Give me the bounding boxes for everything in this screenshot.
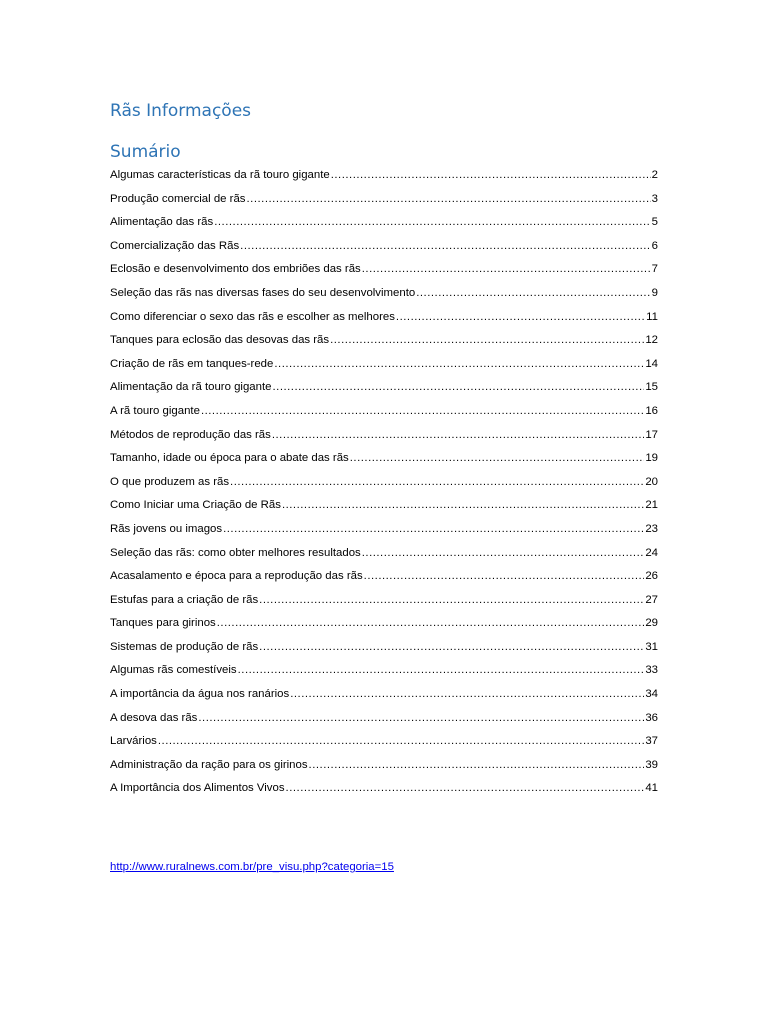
toc-entry-title[interactable]: A desova das rãs — [110, 711, 198, 724]
toc-entry-title[interactable]: Como diferenciar o sexo das rãs e escolher as melhores — [110, 310, 395, 323]
toc-entry-title[interactable]: Tamanho, idade ou época para o abate das rãs — [110, 452, 349, 465]
toc-entry-page-number[interactable]: 6 — [651, 239, 658, 252]
toc-entry[interactable] — [110, 683, 658, 707]
toc-entry-title[interactable]: Administração da ração para os girinos — [110, 758, 308, 771]
toc-entry-title[interactable]: A importância da água nos ranários — [110, 688, 290, 701]
toc-entry-page-number[interactable]: 33 — [645, 664, 658, 677]
toc-entry-title[interactable]: Produção comercial de rãs — [110, 192, 246, 205]
toc-dot-leader — [362, 258, 651, 282]
toc-entry[interactable] — [110, 188, 658, 212]
table-of-contents — [110, 164, 658, 801]
toc-entry-page-number[interactable]: 3 — [651, 192, 658, 205]
toc-entry-page-number[interactable]: 26 — [645, 570, 658, 583]
toc-dot-leader — [259, 589, 644, 613]
toc-entry-page-number[interactable]: 19 — [645, 452, 658, 465]
toc-entry-page-number[interactable]: 2 — [651, 169, 658, 181]
toc-entry-page-number[interactable]: 36 — [645, 711, 658, 724]
toc-entry-page-number[interactable]: 7 — [651, 263, 658, 276]
document-title: Rãs Informações — [110, 101, 252, 121]
toc-entry[interactable] — [110, 565, 658, 589]
toc-heading: Sumário — [110, 142, 181, 162]
toc-entry-title[interactable]: Algumas características da rã touro gigante — [110, 169, 330, 181]
toc-dot-leader — [217, 612, 645, 636]
toc-dot-leader — [201, 400, 644, 424]
toc-dot-leader — [350, 447, 645, 471]
toc-entry[interactable] — [110, 589, 658, 613]
toc-entry[interactable] — [110, 730, 658, 754]
toc-dot-leader — [247, 188, 651, 212]
toc-entry-page-number[interactable]: 27 — [645, 593, 658, 606]
toc-entry[interactable] — [110, 164, 658, 188]
toc-entry[interactable] — [110, 636, 658, 660]
toc-dot-leader — [272, 424, 644, 448]
toc-entry-page-number[interactable]: 21 — [645, 499, 658, 512]
toc-dot-leader — [290, 683, 644, 707]
toc-entry[interactable] — [110, 754, 658, 778]
toc-entry-title[interactable]: Como Iniciar uma Criação de Rãs — [110, 499, 281, 512]
toc-dot-leader — [286, 777, 645, 801]
toc-entry-page-number[interactable]: 15 — [645, 381, 658, 394]
toc-entry[interactable] — [110, 494, 658, 518]
toc-dot-leader — [238, 659, 645, 683]
toc-dot-leader — [223, 518, 644, 542]
toc-entry-title[interactable]: Tanques para girinos — [110, 617, 216, 630]
toc-entry[interactable] — [110, 777, 658, 801]
toc-entry-title[interactable]: Acasalamento e época para a reprodução das rãs — [110, 570, 363, 583]
toc-entry[interactable] — [110, 258, 658, 282]
toc-entry-title[interactable]: O que produzem as rãs — [110, 475, 230, 488]
toc-dot-leader — [331, 164, 651, 188]
toc-entry-page-number[interactable]: 31 — [645, 640, 658, 653]
toc-entry[interactable] — [110, 235, 658, 259]
toc-entry-page-number[interactable]: 37 — [645, 735, 658, 748]
toc-entry-page-number[interactable]: 29 — [645, 617, 658, 630]
toc-entry[interactable] — [110, 707, 658, 731]
toc-entry[interactable] — [110, 518, 658, 542]
toc-dot-leader — [272, 376, 644, 400]
toc-entry-page-number[interactable]: 14 — [645, 357, 658, 370]
toc-entry-title[interactable]: Estufas para a criação de rãs — [110, 593, 259, 606]
toc-entry-title[interactable]: Sistemas de produção de rãs — [110, 640, 259, 653]
toc-entry-page-number[interactable]: 17 — [645, 428, 658, 441]
toc-entry-title[interactable]: Algumas rãs comestíveis — [110, 664, 237, 677]
toc-entry[interactable] — [110, 400, 658, 424]
toc-dot-leader — [240, 235, 651, 259]
toc-entry[interactable] — [110, 424, 658, 448]
toc-entry-title[interactable]: Métodos de reprodução das rãs — [110, 428, 271, 441]
source-link[interactable]: http://www.ruralnews.com.br/pre_visu.php?categoria=15 — [110, 861, 394, 873]
toc-entry-page-number[interactable]: 23 — [645, 522, 658, 535]
toc-entry-page-number[interactable]: 11 — [646, 310, 658, 323]
toc-entry-page-number[interactable]: 41 — [645, 782, 658, 795]
toc-entry-title[interactable]: Alimentação das rãs — [110, 216, 214, 229]
toc-entry[interactable] — [110, 612, 658, 636]
toc-dot-leader — [396, 306, 645, 330]
toc-dot-leader — [198, 707, 644, 731]
toc-entry[interactable] — [110, 329, 658, 353]
toc-entry-title[interactable]: Alimentação da rã touro gigante — [110, 381, 272, 394]
toc-dot-leader — [230, 471, 644, 495]
toc-entry[interactable] — [110, 542, 658, 566]
toc-dot-leader — [158, 730, 644, 754]
toc-entry-page-number[interactable]: 39 — [645, 758, 658, 771]
toc-entry-title[interactable]: Comercialização das Rãs — [110, 239, 240, 252]
toc-entry[interactable] — [110, 471, 658, 495]
toc-entry-title[interactable]: Eclosão e desenvolvimento dos embriões das rãs — [110, 263, 361, 276]
toc-dot-leader — [282, 494, 644, 518]
toc-entry[interactable] — [110, 353, 658, 377]
toc-dot-leader — [362, 542, 645, 566]
toc-entry[interactable] — [110, 211, 658, 235]
toc-entry[interactable] — [110, 659, 658, 683]
toc-entry-page-number[interactable]: 9 — [651, 286, 658, 299]
toc-dot-leader — [416, 282, 650, 306]
toc-entry-page-number[interactable]: 34 — [645, 688, 658, 701]
toc-dot-leader — [309, 754, 645, 778]
toc-entry-page-number[interactable]: 12 — [645, 334, 658, 347]
toc-entry-title[interactable]: Rãs jovens ou imagos — [110, 522, 223, 535]
toc-entry-page-number[interactable]: 24 — [645, 546, 658, 559]
toc-dot-leader — [259, 636, 644, 660]
toc-entry-title[interactable]: Tanques para eclosão das desovas das rãs — [110, 334, 330, 347]
toc-entry[interactable] — [110, 282, 658, 306]
toc-entry[interactable] — [110, 306, 658, 330]
toc-entry-title[interactable]: A rã touro gigante — [110, 404, 200, 417]
toc-dot-leader — [330, 329, 644, 353]
toc-entry[interactable] — [110, 376, 658, 400]
toc-entry-page-number[interactable]: 5 — [651, 216, 658, 229]
toc-dot-leader — [274, 353, 644, 377]
toc-dot-leader — [364, 565, 645, 589]
toc-entry-title[interactable]: Seleção das rãs: como obter melhores resultados — [110, 546, 361, 559]
toc-entry-title[interactable]: A Importância dos Alimentos Vivos — [110, 782, 285, 795]
toc-entry-title[interactable]: Seleção das rãs nas diversas fases do seu desenvolvimento — [110, 286, 416, 299]
toc-entry-title[interactable]: Larvários — [110, 735, 157, 748]
toc-entry-page-number[interactable]: 20 — [645, 475, 658, 488]
toc-entry[interactable] — [110, 447, 658, 471]
toc-entry-page-number[interactable]: 16 — [645, 404, 658, 417]
toc-dot-leader — [214, 211, 650, 235]
toc-entry-title[interactable]: Criação de rãs em tanques-rede — [110, 357, 274, 370]
